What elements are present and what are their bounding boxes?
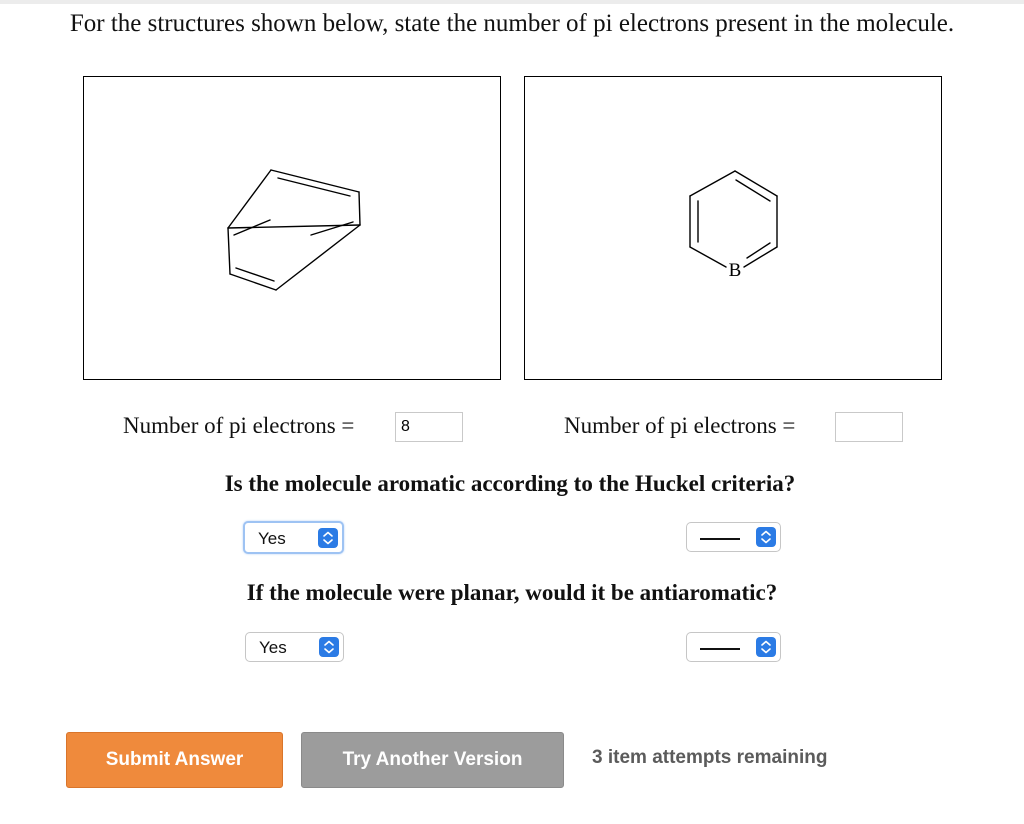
aromatic-question: Is the molecule aromatic according to the Huckel criteria? — [224, 471, 796, 496]
double-bond-inner — [736, 180, 770, 201]
select-value: Yes — [259, 638, 287, 657]
pentalene-structure — [84, 77, 502, 381]
atom-label-boron: B — [728, 260, 742, 281]
question-text: For the structures shown below, state the number of pi electrons present in the molecule. — [69, 10, 955, 37]
structure-box-pentalene — [83, 76, 501, 380]
antiaromatic-question: If the molecule were planar, would it be antiaromatic? — [246, 580, 778, 605]
chevron-updown-icon — [756, 527, 776, 547]
select-value: Yes — [258, 529, 286, 548]
pi-electrons-input-1[interactable] — [395, 412, 463, 442]
attempts-remaining-text: 3 item attempts remaining — [592, 747, 828, 768]
aromatic-select-2[interactable] — [686, 522, 781, 552]
structure-box-borabenzene — [524, 76, 942, 380]
borabenzene-structure — [525, 77, 943, 381]
chevron-updown-icon — [756, 637, 776, 657]
aromatic-select-1[interactable] — [243, 521, 344, 554]
pi-electrons-label-1: Number of pi electrons = — [123, 413, 355, 438]
bond — [276, 225, 360, 290]
double-bond-inner — [747, 243, 770, 258]
antiaromatic-select-2[interactable] — [686, 632, 781, 662]
bond — [230, 274, 276, 290]
bond — [228, 228, 230, 274]
chevron-updown-icon — [318, 528, 338, 548]
bond — [690, 247, 726, 267]
select-empty-value — [700, 538, 740, 540]
double-bond-inner — [236, 268, 274, 281]
pi-electrons-label-2: Number of pi electrons = — [564, 413, 796, 438]
bond — [271, 170, 359, 192]
select-empty-value — [700, 648, 740, 650]
submit-answer-button[interactable]: Submit Answer — [66, 732, 283, 788]
pi-electrons-input-2[interactable] — [835, 412, 903, 442]
top-bar — [0, 0, 1024, 4]
antiaromatic-select-1[interactable] — [245, 632, 344, 662]
try-another-version-button[interactable]: Try Another Version — [301, 732, 564, 788]
chevron-updown-icon — [319, 637, 339, 657]
bond — [690, 171, 735, 196]
double-bond-inner — [311, 222, 353, 235]
bond — [228, 170, 271, 228]
bond — [359, 192, 360, 225]
